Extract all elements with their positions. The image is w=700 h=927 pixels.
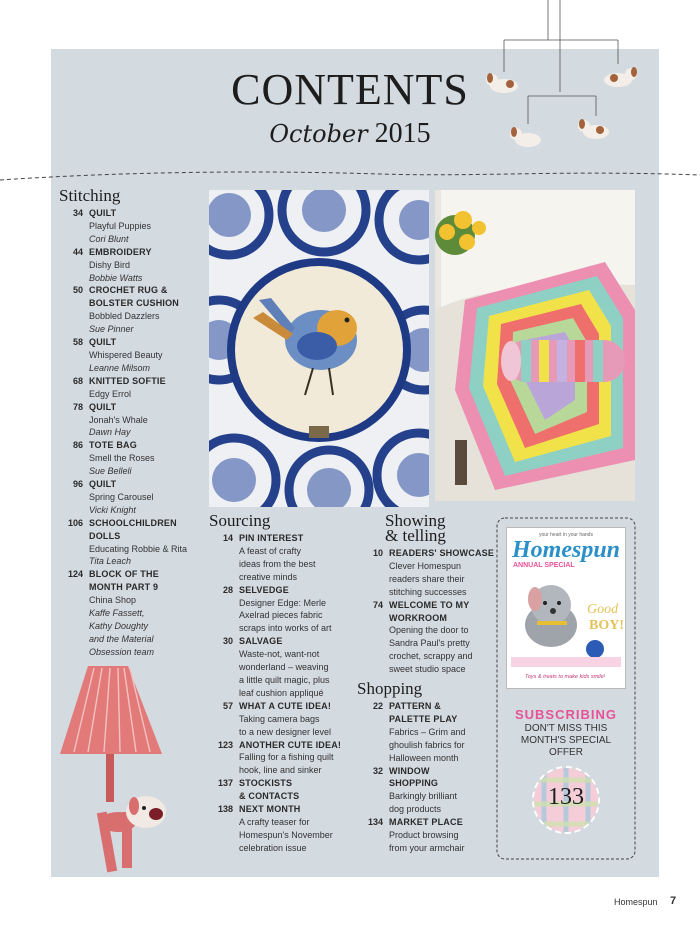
entry-description: Waste-not, want-not: [239, 649, 320, 660]
toc-entry[interactable]: [59, 284, 209, 336]
entry-page-number: 34: [72, 208, 83, 218]
entry-description: Taking camera bags: [239, 713, 320, 724]
entry-heading-line: WELCOME TO MY: [389, 599, 470, 610]
sourcing-heading: Sourcing: [209, 511, 271, 530]
entry-heading-line: STOCKISTS: [239, 778, 293, 789]
entry-heading-line: WORKROOM: [389, 612, 448, 623]
entry-description: creative minds: [239, 571, 298, 582]
entry-heading: [239, 739, 341, 752]
entry-designer: Leanne Milsom: [89, 362, 151, 373]
entry-heading: [239, 584, 332, 597]
entry-heading: [89, 246, 152, 259]
entry-body: [83, 439, 155, 478]
toc-entry[interactable]: [359, 816, 499, 855]
entry-heading: [89, 517, 187, 543]
entry-body: [83, 207, 151, 246]
entry-heading-line: MARKET PLACE: [389, 817, 463, 828]
entry-heading: [89, 568, 159, 594]
entry-description: Halloween month: [389, 752, 459, 763]
dashed-divider: [0, 166, 700, 186]
toc-entry[interactable]: [59, 568, 209, 658]
entry-heading-line: CROCHET RUG &: [89, 285, 168, 296]
entry-description: a little quilt magic, plus: [239, 674, 330, 685]
toc-entry[interactable]: [59, 401, 209, 440]
sourcing-list: [209, 532, 359, 855]
entry-heading: [89, 284, 179, 310]
entry-heading: [89, 478, 154, 491]
entry-body: [233, 777, 299, 803]
entry-description: Educating Robbie & Rita: [89, 543, 188, 554]
entry-heading: [239, 777, 299, 803]
footer-magazine-name: Homespun: [614, 897, 658, 907]
sourcing-column: [209, 513, 359, 855]
entry-heading: [239, 700, 331, 713]
showing-list: [359, 547, 499, 676]
magazine-cover[interactable]: [506, 527, 626, 689]
entry-body: [83, 517, 187, 569]
toc-entry[interactable]: [59, 336, 209, 375]
shopping-list: [359, 700, 499, 855]
entry-heading: [89, 401, 148, 414]
showing-heading-line-1: Showing: [385, 511, 446, 530]
entry-description: A crafty teaser for: [239, 816, 310, 827]
entry-heading-line: EMBROIDERY: [89, 246, 152, 257]
entry-body: [83, 246, 152, 285]
entry-page-number: 96: [72, 479, 83, 490]
entry-heading: [389, 700, 466, 726]
toc-entry[interactable]: [209, 803, 359, 855]
entry-description: Dishy Bird: [89, 259, 131, 270]
cover-annual-special: ANNUAL SPECIAL: [513, 562, 575, 569]
toc-entry[interactable]: [209, 700, 359, 739]
bolster-cushion: [501, 340, 625, 382]
entry-description: Clever Homespun: [389, 560, 462, 571]
entry-description: Barkingly brilliant: [389, 791, 458, 802]
entry-page-number: 137: [217, 778, 233, 789]
entry-page-number: 28: [222, 584, 233, 595]
offer-line-3: OFFER: [549, 747, 583, 758]
entry-page-number: 22: [372, 701, 383, 711]
entry-page-number: 14: [222, 533, 233, 543]
toc-entry[interactable]: [359, 700, 499, 765]
entry-page-number: 138: [217, 804, 233, 815]
toc-entry[interactable]: [359, 765, 499, 817]
entry-page-number: 106: [67, 517, 83, 528]
entry-description: Whispered Beauty: [89, 349, 163, 360]
entry-heading-line: ANOTHER CUTE IDEA!: [239, 739, 342, 750]
entry-page-number: 124: [67, 569, 83, 580]
entry-description: Homespun's November: [239, 829, 333, 840]
entry-heading: [389, 765, 457, 791]
entry-page-number: 74: [372, 599, 383, 610]
entry-heading: [89, 207, 151, 220]
entry-description: sweet studio space: [389, 664, 466, 675]
showing-column: [359, 513, 499, 676]
entry-description: Falling for a fishing quilt: [239, 752, 334, 763]
entry-description: dog products: [389, 804, 442, 815]
stitching-column: [59, 188, 209, 659]
entry-description: to a new designer level: [239, 726, 332, 737]
entry-designer: Bobbie Watts: [89, 272, 143, 283]
toc-entry[interactable]: [59, 439, 209, 478]
showing-heading: [385, 513, 499, 543]
toc-entry[interactable]: [209, 777, 359, 803]
entry-heading: [89, 336, 163, 349]
entry-page-number: 57: [222, 700, 233, 711]
entry-heading-line: KNITTED SOFTIE: [89, 375, 166, 386]
entry-heading-line: PATTERN &: [389, 701, 441, 711]
entry-heading-line: SELVEDGE: [239, 584, 289, 595]
entry-description: Opening the door to: [389, 625, 469, 636]
entry-body: [83, 375, 166, 401]
entry-body: [83, 401, 148, 440]
entry-description: Smell the Roses: [89, 453, 155, 464]
offer-line-2: MONTH'S SPECIAL: [520, 735, 612, 746]
entry-heading: [89, 375, 166, 388]
entry-heading-line: PIN INTEREST: [239, 533, 304, 543]
entry-page-number: 68: [72, 375, 83, 386]
entry-heading: [239, 803, 333, 816]
entry-body: [383, 547, 494, 599]
entry-body: [233, 739, 341, 778]
entry-description: Playful Puppies: [89, 220, 152, 231]
issue-year: 2015: [374, 118, 431, 149]
entry-body: [83, 568, 159, 658]
issue-month: October: [269, 120, 368, 148]
crochet-rug-photo: [435, 190, 635, 501]
entry-body: [233, 532, 316, 584]
subscribing-heading[interactable]: SUBSCRIBING: [514, 707, 617, 722]
toc-entry[interactable]: [209, 532, 359, 584]
toc-entry[interactable]: [59, 478, 209, 517]
entry-description: crochet, scrappy and: [389, 651, 473, 662]
dog-lamp-photo: [58, 662, 170, 878]
toc-entry[interactable]: [359, 599, 499, 676]
entry-heading-line: WINDOW: [389, 765, 430, 776]
entry-body: [383, 765, 457, 817]
entry-heading-line: SALVAGE: [239, 636, 283, 647]
entry-body: [83, 336, 163, 375]
entry-body: [233, 803, 333, 855]
toc-entry[interactable]: [359, 547, 499, 599]
entry-heading-line: MONTH PART 9: [89, 582, 159, 593]
entry-heading: [389, 547, 494, 560]
entry-page-number: 50: [72, 285, 83, 296]
entry-heading: [239, 635, 330, 648]
entry-heading-line: SCHOOLCHILDREN: [89, 517, 177, 528]
entry-heading-line: NEXT MONTH: [239, 804, 301, 815]
entry-description: Sandra Paul's pretty: [389, 638, 470, 649]
entry-page-number: 32: [372, 765, 383, 776]
toc-entry[interactable]: [59, 246, 209, 285]
embroidered-bird-photo: [209, 190, 429, 507]
toc-entry[interactable]: [59, 207, 209, 246]
entry-designer: and the Material: [89, 633, 154, 644]
entry-heading-line: QUILT: [89, 401, 117, 412]
page-title: CONTENTS: [231, 65, 469, 114]
entry-description: Jonah's Whale: [89, 414, 148, 425]
toc-entry[interactable]: [209, 584, 359, 636]
entry-body: [233, 700, 331, 739]
entry-description: leaf cushion appliqué: [239, 687, 324, 698]
entry-heading-line: QUILT: [89, 479, 117, 490]
entry-heading-line: SHOPPING: [389, 778, 439, 789]
toc-entry[interactable]: [59, 375, 209, 401]
entry-designer: Kathy Doughty: [89, 621, 149, 631]
entry-description: stitching successes: [389, 586, 467, 597]
entry-page-number: 86: [72, 440, 83, 451]
showing-heading-line-2: & telling: [385, 526, 446, 545]
entry-page-number: 123: [217, 739, 233, 750]
entry-heading-line: TOTE BAG: [89, 440, 137, 451]
footer-page-number: 7: [670, 895, 677, 907]
entry-designer: Sue Pinner: [89, 324, 134, 335]
entry-heading-line: & CONTACTS: [239, 791, 300, 802]
entry-heading-line: DOLLS: [89, 530, 121, 541]
entry-body: [83, 284, 179, 336]
entry-description: Fabrics – Grim and: [389, 726, 466, 737]
entry-description: Edgy Errol: [89, 388, 132, 399]
entry-designer: Sue Belleli: [89, 466, 132, 477]
entry-heading-line: WHAT A CUTE IDEA!: [239, 700, 332, 711]
entry-heading-line: BLOCK OF THE: [89, 569, 159, 580]
entry-page-number: 30: [222, 636, 233, 647]
entry-designer: Cori Blunt: [89, 233, 129, 244]
stitching-list: [59, 207, 209, 659]
entry-description: Product browsing: [389, 830, 459, 841]
entry-description: ghoulish fabrics for: [389, 739, 465, 750]
entry-body: [233, 635, 330, 700]
shopping-column: [359, 681, 499, 855]
entry-description: China Shop: [89, 595, 137, 606]
entry-description: readers share their: [389, 573, 465, 584]
entry-description: Designer Edge: Merle: [239, 597, 327, 608]
entry-heading-line: QUILT: [89, 337, 117, 348]
cover-brand: Homespun: [511, 537, 621, 563]
entry-description: hook, line and sinker: [239, 765, 322, 776]
entry-page-number: 78: [72, 401, 83, 412]
entry-body: [383, 599, 473, 676]
entry-description: Axelrad pieces fabric: [239, 610, 323, 621]
entry-designer: Kaffe Fassett,: [89, 608, 145, 619]
entry-heading: [389, 599, 473, 625]
cover-tagline: your heart in your hands: [539, 532, 593, 538]
entry-description: from your armchair: [389, 842, 465, 853]
entry-body: [83, 478, 154, 517]
subscribe-offer-text: [500, 723, 632, 759]
entry-heading: [89, 439, 155, 452]
entry-description: ideas from the best: [239, 558, 316, 569]
shopping-heading: Shopping: [357, 679, 423, 698]
stitching-heading: Stitching: [59, 186, 121, 205]
entry-description: Spring Carousel: [89, 491, 154, 502]
entry-body: [233, 584, 332, 636]
offer-line-1: DON'T MISS THIS: [524, 723, 608, 734]
entry-heading: [239, 532, 316, 545]
toc-entry[interactable]: [209, 739, 359, 778]
cover-boy: BOY!: [589, 618, 624, 633]
entry-designer: Dawn Hay: [89, 427, 131, 438]
entry-description: Bobbled Dazzlers: [89, 311, 160, 322]
entry-page-number: 58: [72, 337, 83, 348]
entry-description: A feast of crafty: [239, 545, 302, 556]
cover-good: Good: [587, 602, 619, 617]
entry-designer: Vicki Knight: [89, 504, 136, 515]
entry-heading-line: BOLSTER CUSHION: [89, 298, 180, 309]
entry-heading: [389, 816, 465, 829]
entry-page-number: 134: [367, 817, 383, 828]
entry-description: wonderland – weaving: [239, 662, 329, 673]
issue-date: [0, 118, 700, 150]
entry-designer: Obsession team: [89, 646, 155, 657]
toc-entry[interactable]: [209, 635, 359, 700]
entry-body: [383, 700, 466, 765]
entry-designer: Tita Leach: [89, 556, 131, 567]
entry-page-number: 44: [72, 246, 83, 257]
entry-description: celebration issue: [239, 842, 307, 853]
entry-page-number: 10: [372, 548, 383, 558]
subscribe-page-number: 133: [548, 784, 584, 810]
cover-footer: Toys & treats to make kids smile!: [525, 674, 606, 680]
entry-body: [383, 816, 465, 855]
entry-heading-line: READERS' SHOWCASE: [389, 548, 495, 558]
toc-entry[interactable]: [59, 517, 209, 569]
entry-heading-line: QUILT: [89, 208, 117, 218]
entry-description: scraps into works of art: [239, 623, 332, 634]
entry-heading-line: PALETTE PLAY: [389, 713, 458, 724]
